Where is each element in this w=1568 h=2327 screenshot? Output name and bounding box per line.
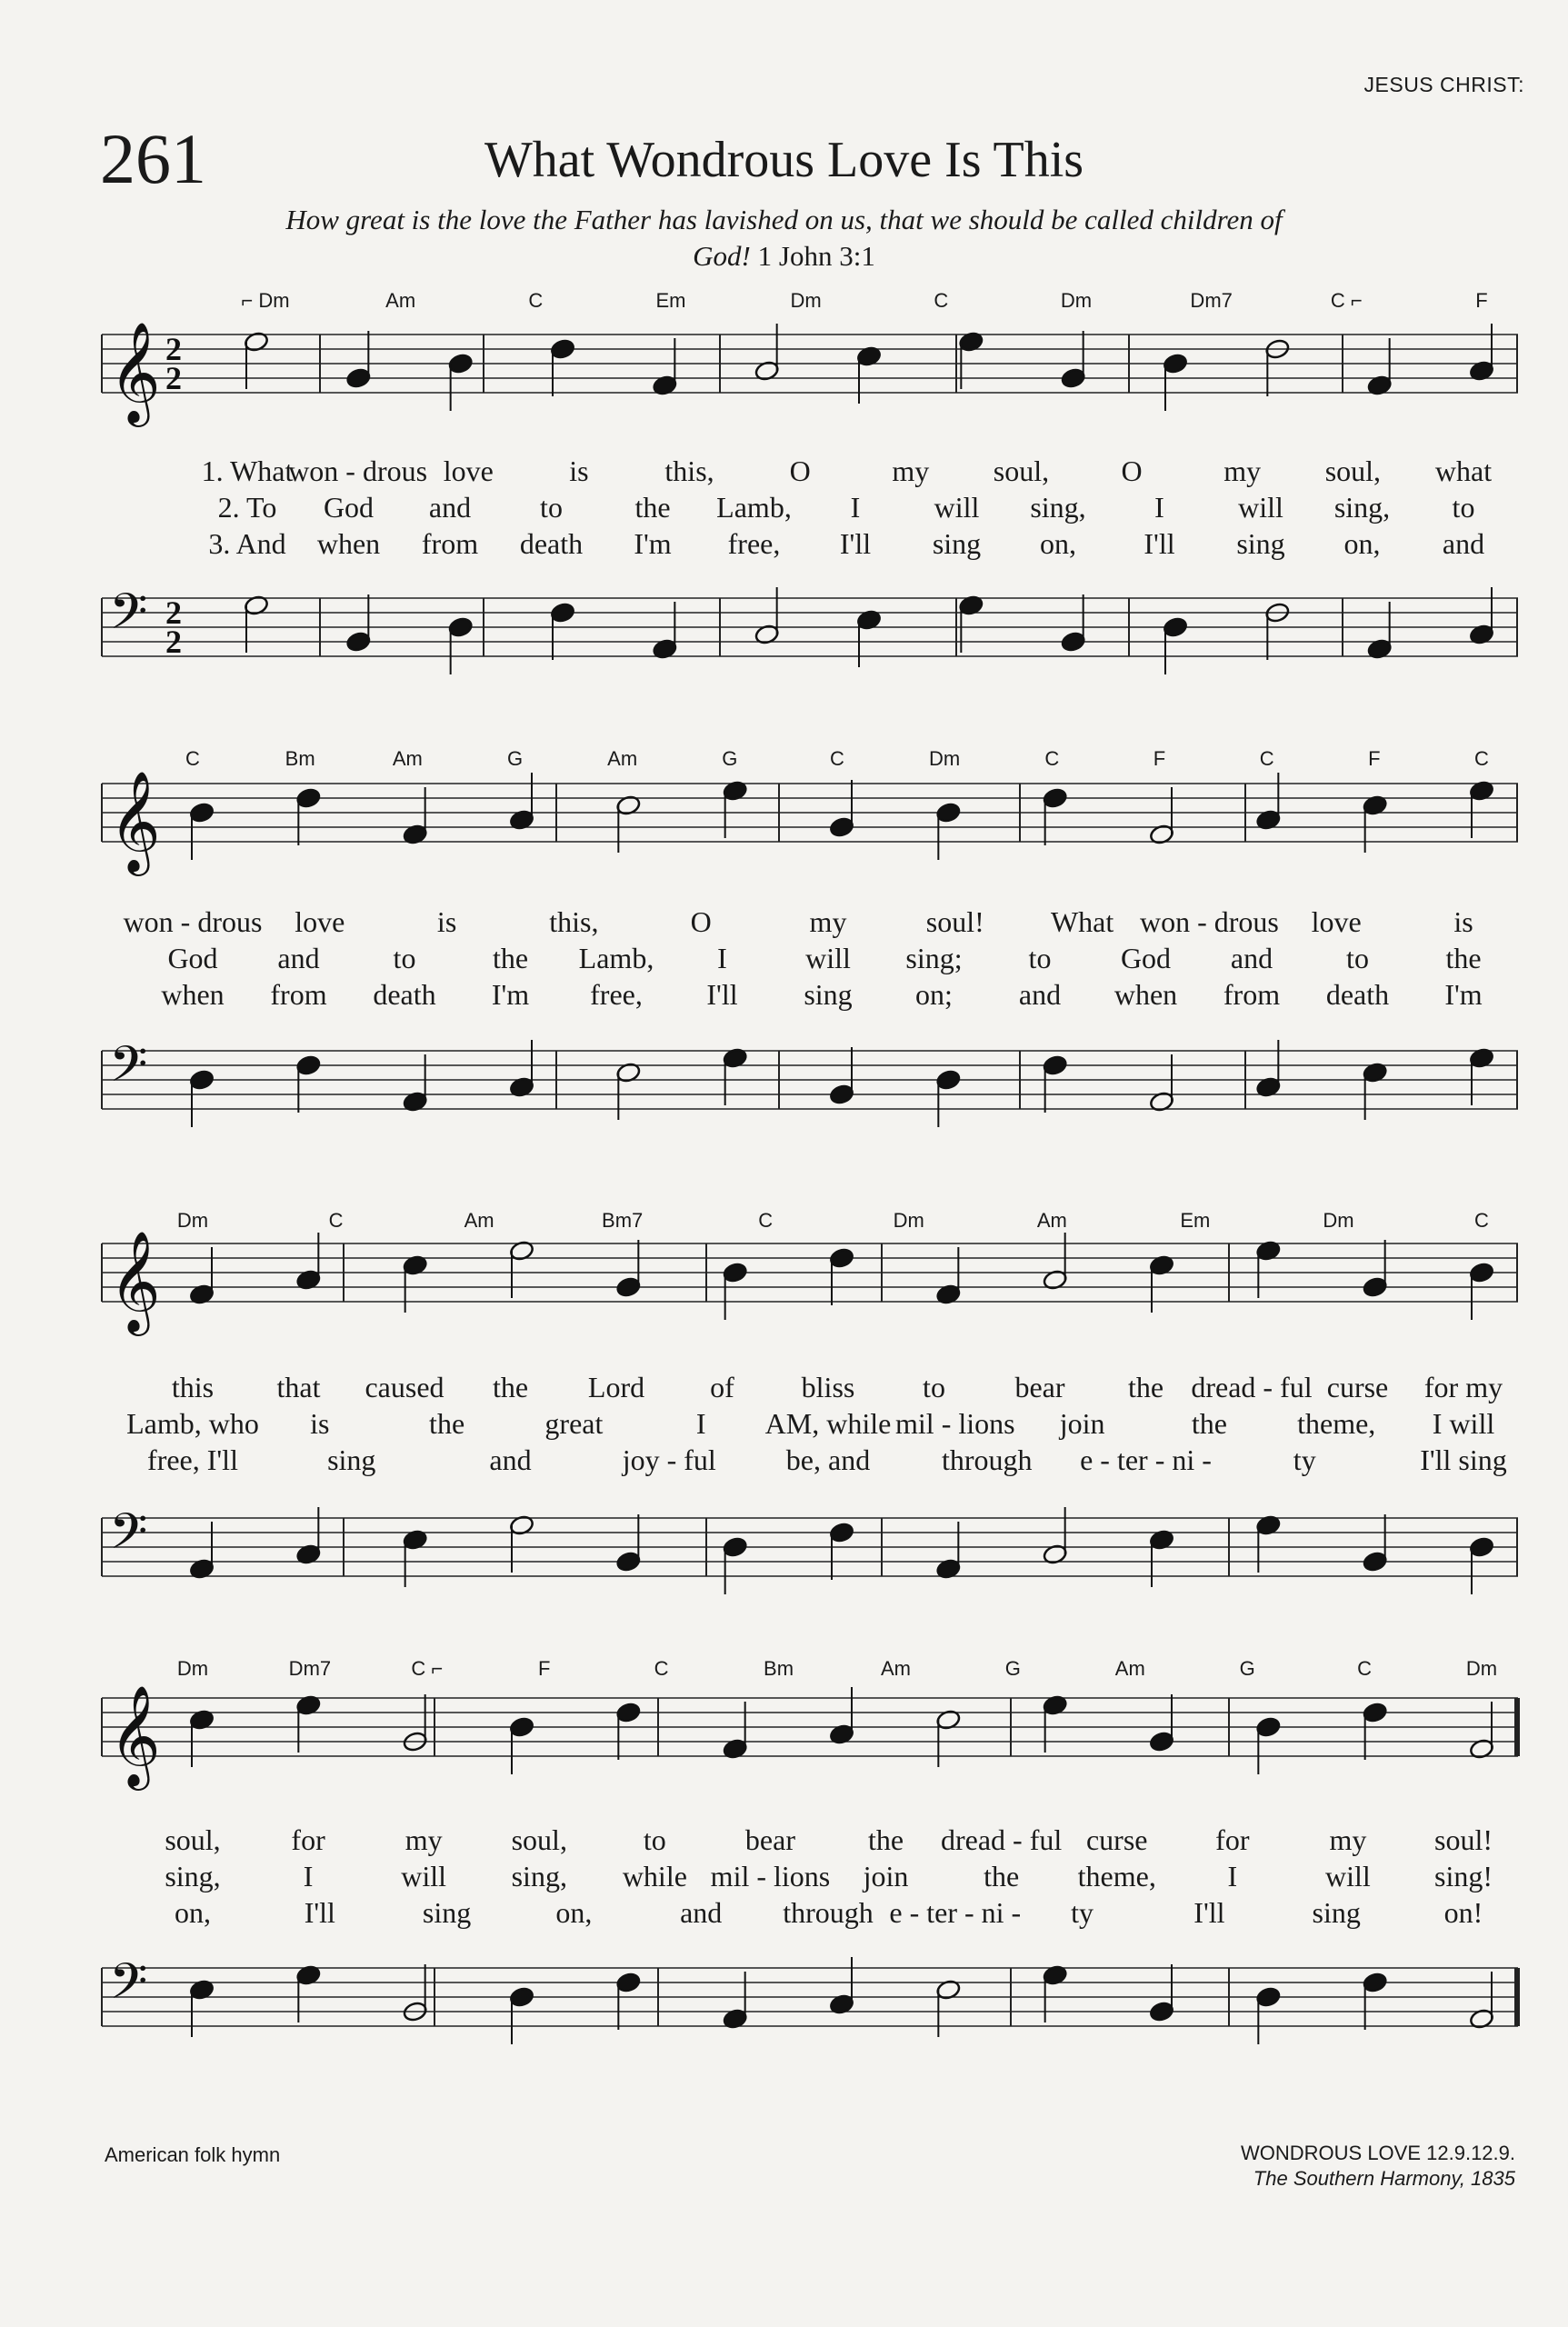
lyric-syllable: and [1442,527,1485,560]
note-head [1060,367,1085,389]
lyric-syllable: great [544,1407,604,1440]
chord-symbol: G [722,747,738,770]
lyric-syllable: this, [549,905,599,938]
chord-symbol: F [1153,747,1166,770]
note-head [1362,1972,1387,1993]
lyric-syllable: Lamb, [716,491,792,524]
chord-symbol: F [537,1657,551,1680]
lyric-syllable: and [428,491,472,524]
lyric-line-verse-3 [102,527,1518,564]
note-head [1163,616,1188,638]
lyric-syllable: the [1191,1407,1227,1440]
lyric-syllable: on; [915,978,953,1011]
note-head [1042,1054,1067,1076]
chord-symbol: Dm [176,1209,209,1232]
lyric-syllable: to [1346,942,1369,974]
lyric-line-verse-2 [102,1407,1518,1443]
lyric-line-verse-1 [102,905,1518,942]
note-head [1469,1536,1494,1558]
note-head [1060,631,1085,653]
lyric-syllable: be, and [785,1443,871,1476]
chord-symbol: C [1474,747,1489,770]
note-head [550,338,575,360]
chord-symbol: C [328,1209,344,1232]
scripture-quote [273,202,1295,275]
note-head [345,631,371,653]
lyric-syllable: ty [1293,1443,1316,1476]
lyric-syllable: to [393,942,416,974]
time-signature-digit: 2 [165,360,182,396]
lyric-syllable: the [634,491,671,524]
note-head [829,1522,854,1543]
note-head [189,802,215,824]
chord-symbol: Dm [790,289,822,312]
lyric-syllable: 3. And [208,527,286,560]
note-head [722,1262,747,1283]
lyric-syllable: bliss [801,1371,855,1403]
lyric-line-verse-2 [102,1860,1518,1896]
lyric-syllable: sing! [1434,1860,1493,1893]
lyric-syllable: to [923,1371,945,1403]
scripture-text: How great is the love the Father has lavished on us, that we should be called children of God! [285,204,1283,272]
lyric-syllable: caused [365,1371,444,1403]
lyric-line-verse-3 [102,1443,1518,1480]
lyric-syllable: this, [664,454,714,487]
lyric-line-verse-1 [102,454,1518,491]
lyric-syllable: of [710,1371,734,1403]
bass-staff [102,1014,1518,1145]
chord-symbol: Dm7 [288,1657,332,1680]
lyric-syllable: won - drous [1139,905,1279,938]
time-signature-digit: 2 [165,624,182,660]
lyric-syllable: I'm [634,527,672,560]
section-heading: JESUS CHRIST: [1363,73,1524,96]
lyric-syllable: will [1325,1860,1371,1893]
lyric-syllable: mil - lions [710,1860,831,1893]
chord-symbol: C [185,747,200,770]
lyric-syllable: to [1028,942,1052,974]
bass-clef-icon: 𝄢 [109,1035,148,1105]
lyric-syllable: dread - ful [940,1823,1063,1856]
note-head [615,1551,641,1573]
lyric-syllable: O [1121,454,1143,487]
lyric-syllable: sing [932,527,982,560]
bass-clef-icon: 𝄢 [109,1503,148,1573]
lyric-syllable: for [291,1823,325,1856]
chord-symbol: Dm7 [1190,289,1233,312]
lyric-syllable: for my [1423,1371,1503,1403]
note-head [345,367,371,389]
chord-symbol: Dm [893,1209,924,1232]
chord-symbol: Dm [1060,289,1093,312]
lyric-syllable: is [569,454,589,487]
lyric-syllable: 2. To [217,491,277,524]
chord-symbol: G [506,747,524,770]
lyric-syllable: soul! [1434,1823,1493,1856]
lyric-syllable: sing [804,978,853,1011]
lyric-syllable: sing, [511,1860,567,1893]
lyric-syllable: free, I'll [147,1443,238,1476]
lyric-syllable: won - drous [123,905,263,938]
treble-clef-icon: 𝄞 [109,1230,161,1332]
lyric-syllable: my [1329,1823,1367,1856]
lyric-syllable: and [1018,978,1062,1011]
lyric-syllable: soul, [993,454,1050,487]
note-head [935,802,961,824]
lyric-syllable: I [303,1860,314,1893]
note-head [447,616,473,638]
hymn-number: 261 [100,119,206,198]
lyric-syllable: the [984,1860,1020,1893]
chord-symbol: Am [1036,1209,1067,1232]
chord-symbol: C [1357,1657,1373,1680]
chord-symbol: C ⌐ [411,1657,444,1680]
chord-symbol: F [1368,747,1381,770]
lyric-syllable: love [1311,905,1362,938]
lyric-syllable: from [1223,978,1281,1011]
lyric-syllable: to [1452,491,1475,524]
scripture-reference: 1 John 3:1 [757,240,875,272]
bass-clef-icon: 𝄢 [109,1952,148,2022]
chord-symbol: C [830,747,844,770]
lyric-syllable: on, [1040,527,1076,560]
lyric-syllable: AM, while [764,1407,892,1440]
note-head [935,1069,961,1091]
lyric-line-verse-2 [102,491,1518,527]
note-head [829,1247,854,1269]
lyric-syllable: I'll [706,978,738,1011]
lyric-syllable: from [421,527,479,560]
lyric-syllable: 1. What [201,454,294,487]
lyric-syllable: O [789,454,811,487]
lyric-syllable: free, [590,978,643,1011]
lyric-syllable: will [805,942,851,974]
lyric-syllable: I [1227,1860,1238,1893]
lyric-syllable: Lamb, [578,942,654,974]
note-head [829,1084,854,1105]
lyric-syllable: e - ter - ni - [1080,1443,1212,1476]
bass-staff [102,562,1518,693]
lyric-syllable: Lord [587,1371,645,1403]
treble-staff [102,747,1518,878]
lyric-syllable: through [941,1443,1033,1476]
lyric-syllable: the [867,1823,904,1856]
lyric-syllable: e - ter - ni - [889,1896,1022,1929]
lyric-syllable: the [492,942,529,974]
lyric-syllable: death [1325,978,1390,1011]
lyric-syllable: free, [727,527,781,560]
lyric-syllable: I will [1432,1407,1495,1440]
chord-symbol: Dm [1323,1209,1354,1232]
lyric-syllable: theme, [1077,1860,1156,1893]
lyric-line-verse-3 [102,1896,1518,1933]
note-head [1362,1702,1387,1723]
lyric-syllable: the [1445,942,1482,974]
chord-symbol: Am [880,1657,911,1680]
lyric-syllable: death [373,978,436,1011]
lyric-syllable: to [540,491,563,524]
lyric-syllable: the [492,1371,529,1403]
note-head [189,1069,215,1091]
tune-name-meter: WONDROUS LOVE 12.9.12.9. [1241,2142,1515,2164]
chord-symbol: Dm [176,1657,209,1680]
tune-source: The Southern Harmony, 1835 [1253,2167,1515,2190]
chord-symbol: Am [1114,1657,1145,1680]
lyric-syllable: through [783,1896,874,1929]
treble-staff [102,1207,1518,1338]
lyric-syllable: I'll [1144,527,1175,560]
note-head [829,816,854,838]
lyric-syllable: I [850,491,861,524]
note-head [509,1716,534,1738]
note-head [615,1276,641,1298]
chord-symbol: Em [655,289,686,312]
lyric-syllable: I [1154,491,1164,524]
lyric-syllable: and [277,942,320,974]
lyric-syllable: soul! [925,905,984,938]
bass-staff [102,1932,1518,2062]
lyric-syllable: my [1223,454,1262,487]
treble-clef-icon: 𝄞 [109,1684,161,1786]
lyric-syllable: will [401,1860,447,1893]
lyric-syllable: Lamb, who [126,1407,259,1440]
chord-symbol: C [934,289,949,312]
lyric-syllable: and [680,1896,723,1929]
lyric-syllable: curse [1326,1371,1389,1403]
note-head [1163,353,1188,375]
lyric-syllable: I'm [1444,978,1483,1011]
treble-staff [102,1662,1518,1793]
chord-symbol: Bm [764,1657,794,1680]
note-head [615,1972,641,1993]
lyric-syllable: this [171,1371,215,1403]
time-signature-digit: 2 [165,331,182,367]
lyric-syllable: the [1127,1371,1164,1403]
lyric-syllable: theme, [1297,1407,1376,1440]
lyric-syllable: I [717,942,727,974]
treble-staff [102,298,1518,429]
lyric-syllable: is [436,905,457,938]
treble-clef-icon: 𝄞 [109,321,161,423]
lyric-syllable: death [519,527,584,560]
note-head [1149,2001,1174,2022]
lyric-line-verse-3 [102,978,1518,1014]
note-head [615,1702,641,1723]
chord-symbol: Bm [285,747,315,770]
lyric-syllable: and [489,1443,532,1476]
lyric-syllable: God [167,942,218,974]
lyric-syllable: sing [1312,1896,1361,1929]
lyric-syllable: I'll [839,527,872,560]
lyric-syllable: I'll sing [1420,1443,1507,1476]
chord-symbol: C [1044,747,1060,770]
lyric-syllable: on, [1343,527,1381,560]
lyric-syllable: from [270,978,327,1011]
chord-symbol: Bm7 [602,1209,644,1232]
lyric-syllable: curse [1085,1823,1148,1856]
tune-info [1241,2141,1515,2192]
chord-symbol: Dm [929,747,961,770]
lyric-syllable: God [1120,942,1172,974]
lyric-syllable: on, [175,1896,211,1929]
hymn-source: American folk hymn [105,2143,281,2166]
lyric-syllable: will [1238,491,1283,524]
lyric-syllable: for [1215,1823,1250,1856]
lyric-syllable: soul, [1324,454,1382,487]
chord-symbol: F [1475,289,1488,312]
lyric-syllable: bear [1014,1371,1065,1403]
chord-symbol: Em [1180,1209,1211,1232]
lyric-syllable: I'm [491,978,530,1011]
lyric-syllable: mil - lions [895,1407,1015,1440]
lyric-syllable: and [1230,942,1273,974]
lyric-syllable: my [892,454,930,487]
lyric-syllable: join [1059,1407,1105,1440]
lyric-syllable: my [404,1823,443,1856]
bass-staff [102,1482,1518,1613]
lyric-line-verse-1 [102,1823,1518,1860]
bass-clef-icon: 𝄢 [109,583,148,653]
note-head [722,1536,747,1558]
note-head [1469,1262,1494,1283]
lyric-syllable: soul, [165,1823,221,1856]
lyric-syllable: I'll [304,1896,335,1929]
time-signature-digit: 2 [165,594,182,631]
chord-symbol: G [1239,1657,1255,1680]
lyric-syllable: my [809,905,847,938]
lyric-syllable: O [690,905,712,938]
lyric-syllable: when [161,978,225,1011]
lyric-syllable: ty [1071,1896,1094,1929]
lyric-syllable: won - drous [288,454,428,487]
lyric-syllable: I'll [1193,1896,1225,1929]
note-head [1362,1276,1387,1298]
chord-symbol: Dm [1465,1657,1498,1680]
chord-symbol: C ⌐ [1330,289,1363,312]
lyric-syllable: when [1114,978,1178,1011]
lyric-syllable: sing [327,1443,376,1476]
chord-symbol: Am [464,1209,494,1232]
note-head [295,1054,321,1076]
note-head [1362,1551,1387,1573]
note-head [1149,1731,1174,1753]
lyric-syllable: on, [555,1896,593,1929]
lyric-line-verse-1 [102,1371,1518,1407]
note-head [1255,1716,1281,1738]
lyric-syllable: the [429,1407,465,1440]
lyric-syllable: will [934,491,980,524]
lyric-syllable: join [863,1860,909,1893]
lyric-syllable: when [316,527,381,560]
hymn-title: What Wondrous Love Is This [484,132,1084,188]
note-head [509,1986,534,2008]
chord-symbol: Am [385,289,416,312]
lyric-syllable: that [276,1371,321,1403]
lyric-syllable: sing; [905,942,963,974]
lyric-syllable: while [622,1860,687,1893]
chord-symbol: C [528,289,544,312]
lyric-syllable: love [443,454,494,487]
chord-symbol: ⌐ Dm [241,289,290,312]
treble-clef-icon: 𝄞 [109,770,161,872]
note-head [295,787,321,809]
chord-symbol: Am [607,747,638,770]
chord-symbol: C [1474,1209,1489,1232]
chord-symbol: C [654,1657,669,1680]
chord-symbol: G [1004,1657,1021,1680]
lyric-syllable: God [323,491,375,524]
lyric-syllable: on! [1443,1896,1483,1929]
note-head [550,602,575,624]
lyric-syllable: sing, [1333,491,1391,524]
lyric-syllable: soul, [511,1823,567,1856]
lyric-syllable: I [695,1407,706,1440]
lyric-syllable: what [1434,454,1493,487]
lyric-syllable: sing, [1030,491,1086,524]
chord-symbol: C [758,1209,774,1232]
lyric-syllable: bear [744,1823,795,1856]
note-head [447,353,473,375]
lyric-syllable: is [1453,905,1473,938]
lyric-syllable: is [310,1407,330,1440]
lyric-syllable: What [1050,905,1114,938]
lyric-syllable: joy - ful [622,1443,716,1476]
lyric-syllable: love [295,905,345,938]
lyric-line-verse-2 [102,942,1518,978]
lyric-syllable: sing [422,1896,472,1929]
lyric-syllable: to [643,1823,666,1856]
note-head [1255,1986,1281,2008]
chord-symbol: Am [392,747,423,770]
lyric-syllable: sing [1236,527,1285,560]
lyric-syllable: dread - ful [1191,1371,1313,1403]
chord-symbol: C [1259,747,1274,770]
lyric-syllable: sing, [165,1860,221,1893]
note-head [1042,787,1067,809]
